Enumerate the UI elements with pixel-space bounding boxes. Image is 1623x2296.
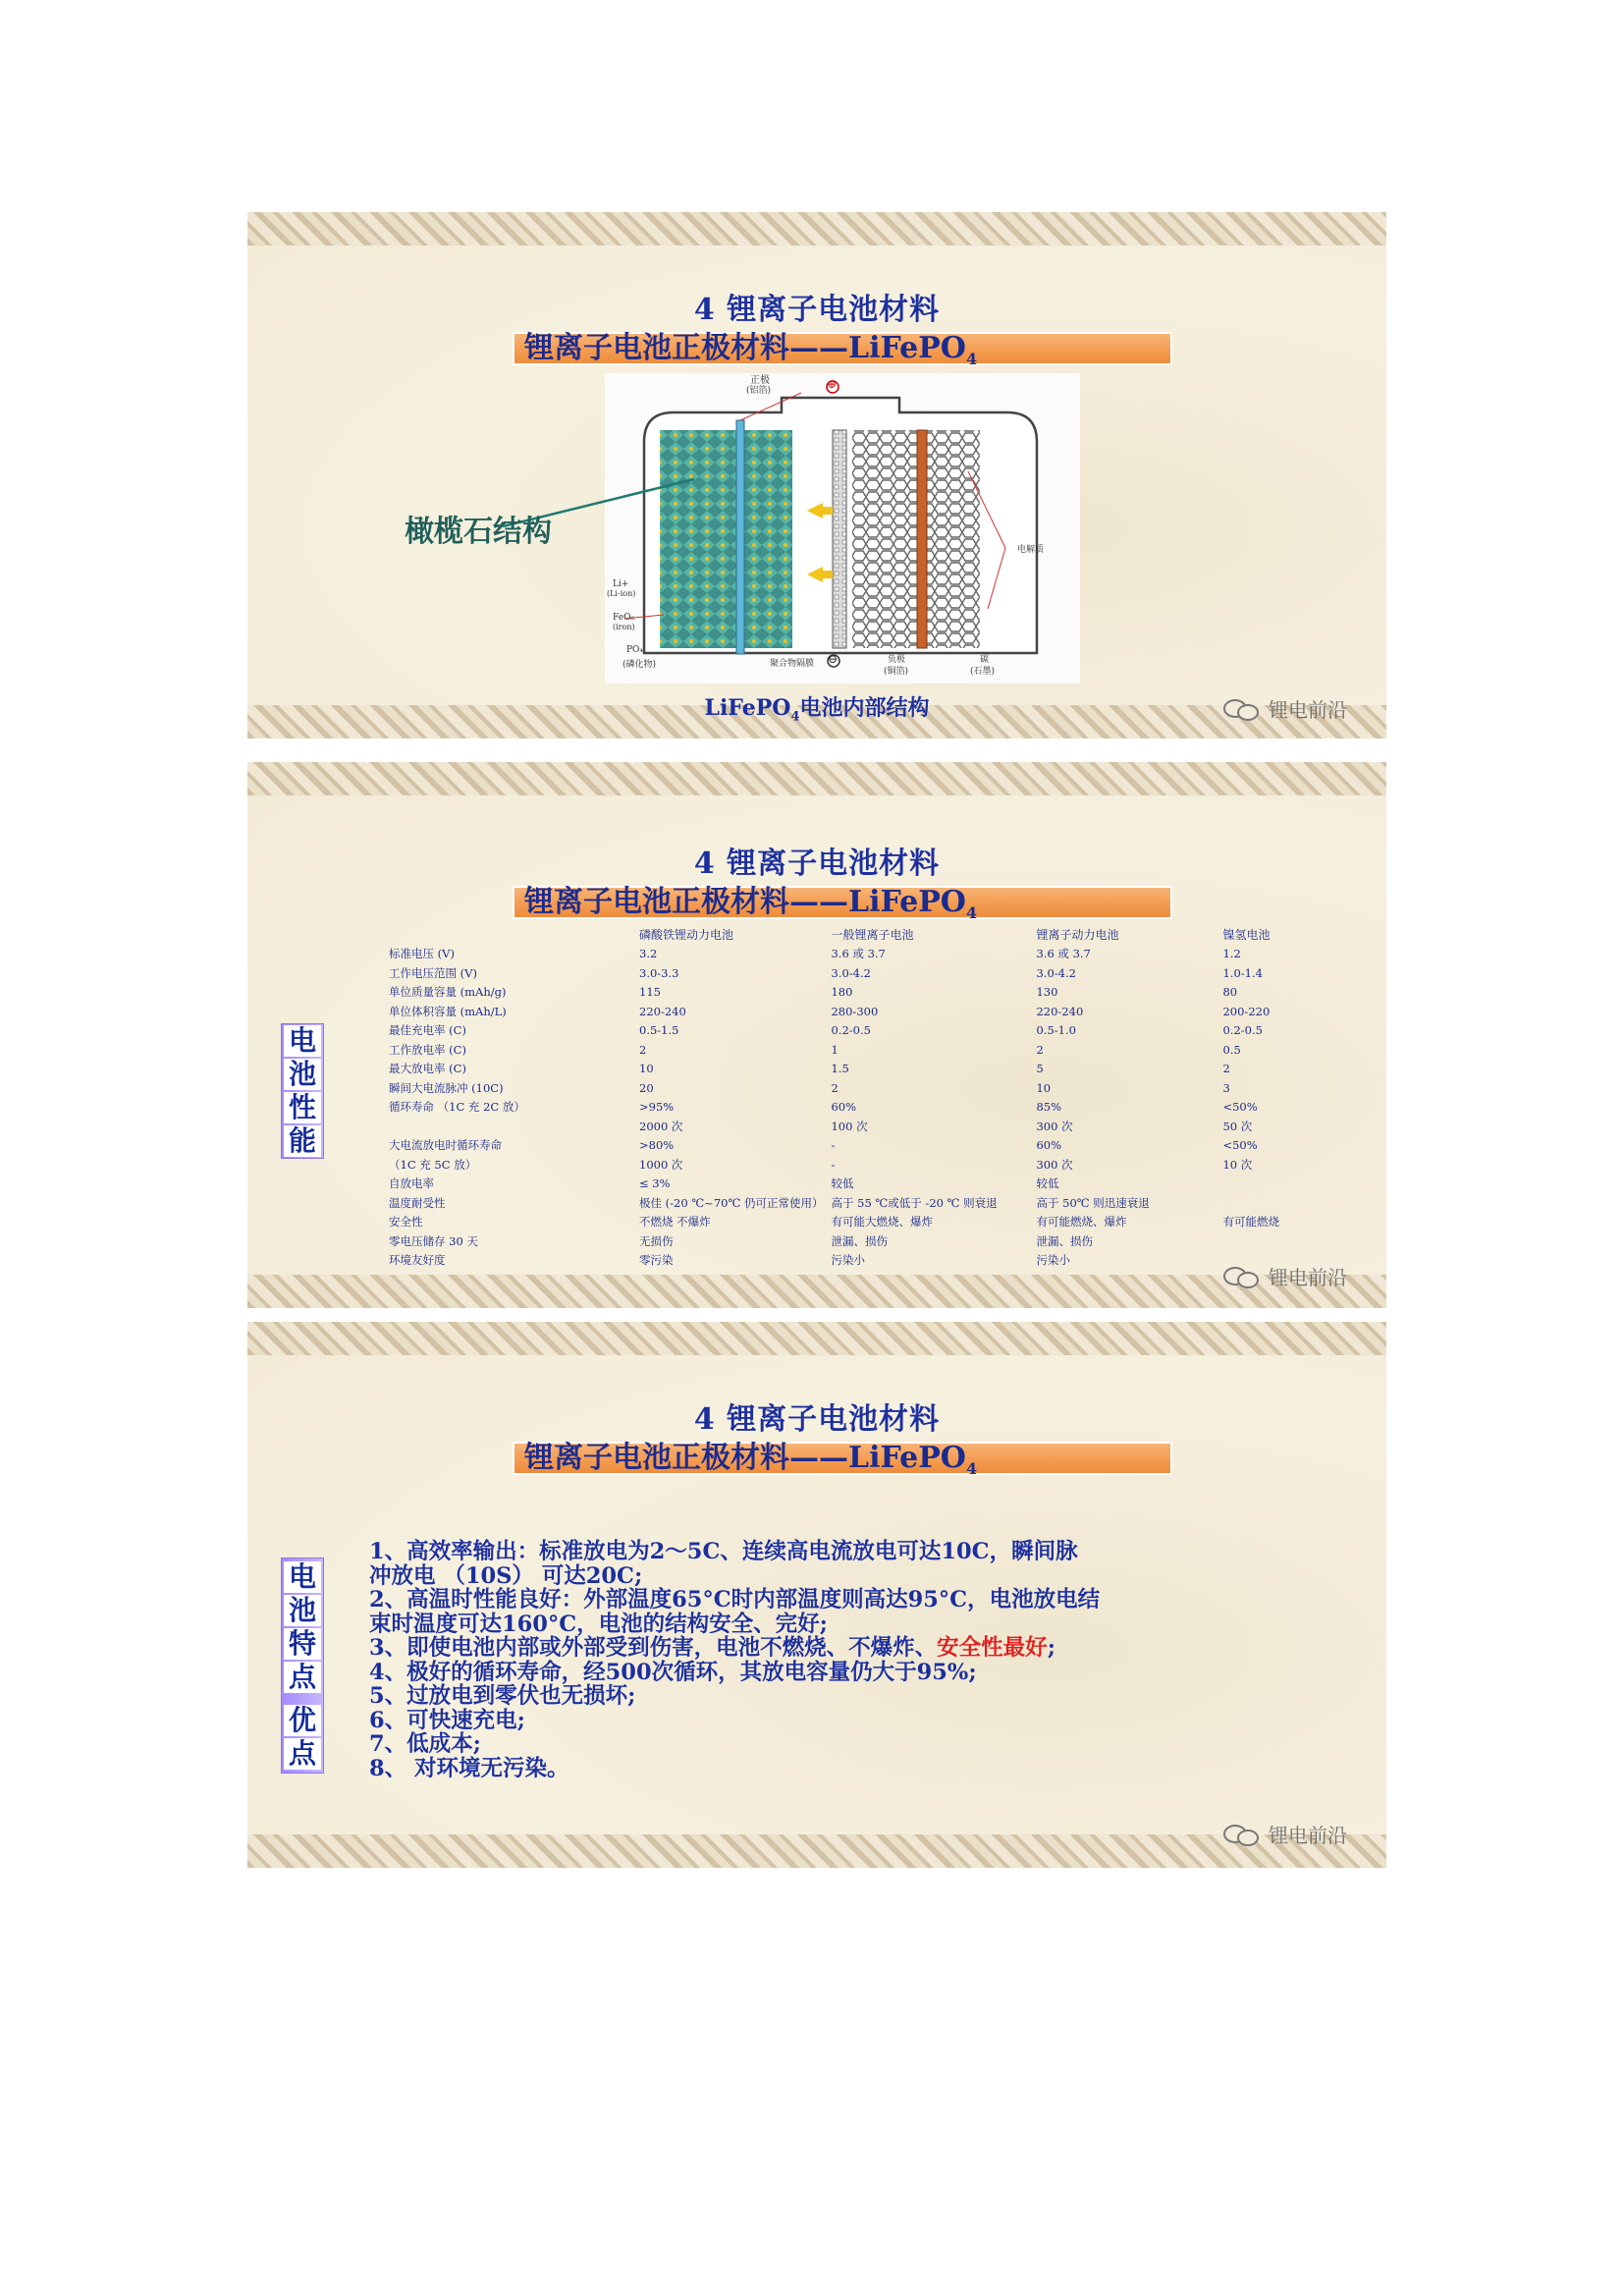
feature-point [369, 1588, 1361, 1613]
table-cell: 较低 [1036, 1176, 1059, 1191]
subtitle-prefix: 锂离子电池正极材料——LiFePO [524, 885, 966, 919]
feature-point-text: 4、极好的循环寿命，经500次循环，其放电容量仍大于95%; [369, 1659, 977, 1685]
sidebar-char: 优 [284, 1705, 321, 1736]
table-cell: 3.6 或 3.7 [1036, 947, 1091, 961]
table-cell: 2000 次 [639, 1119, 683, 1133]
feature-point-tail: ; [1047, 1635, 1055, 1661]
sidebar-char: 能 [284, 1125, 321, 1157]
feature-point-text: 5、过放电到零伏也无损坏; [369, 1683, 636, 1709]
subtitle-bar [513, 331, 1172, 368]
table-cell: 零电压储存 30 天 [389, 1233, 478, 1248]
sidebar-char: 电 [284, 1561, 321, 1593]
subtitle-subscript: 4 [965, 350, 978, 368]
table-cell: 10 [639, 1062, 654, 1076]
label-electrolyte: 电解质 [1017, 545, 1045, 555]
table-cell: - [831, 1157, 836, 1172]
table-cell: 2 [1036, 1042, 1044, 1057]
table-cell: 1.5 [831, 1062, 849, 1076]
table-cell: 3.0-4.2 [1036, 965, 1076, 980]
label-po: PO₄ [626, 645, 644, 655]
sidebar-char: 点 [284, 1662, 321, 1693]
feature-point [369, 1732, 1361, 1757]
table-cell: 3.2 [639, 947, 658, 961]
table-cell: 有可能大燃烧、爆炸 [831, 1215, 933, 1230]
slide-3 [247, 1322, 1386, 1868]
label-po-2: (磷化物) [622, 660, 657, 670]
table-cell: 0.5-1.0 [1036, 1023, 1076, 1038]
feature-point [369, 1540, 1361, 1564]
table-cell: ≤ 3% [639, 1176, 671, 1191]
caption-prefix: LiFePO [704, 695, 791, 721]
label-separator: 聚合物隔膜 [770, 659, 815, 669]
table-row [385, 1040, 1305, 1060]
table-cell: 280-300 [831, 1004, 879, 1018]
watermark [1223, 1820, 1347, 1848]
table-cell: 安全性 [389, 1215, 423, 1230]
sidebar-char [284, 1695, 321, 1703]
feature-point-text: 1、高效率输出：标准放电为2～5C、连续高电流放电可达10C，瞬间脉 [369, 1539, 1078, 1564]
table-row [385, 945, 1305, 964]
table-cell: 2 [639, 1042, 647, 1057]
wechat-icon [1223, 697, 1263, 721]
table-cell: 20 [639, 1080, 654, 1095]
table-cell [1218, 1231, 1305, 1251]
table-cell: - [831, 1138, 836, 1153]
table-header-cell: 锂离子动力电池 [1036, 928, 1119, 943]
table-cell: 零污染 [639, 1253, 674, 1268]
caption-subscript: 4 [790, 709, 800, 725]
table-header-cell: 一般锂离子电池 [831, 928, 914, 943]
feature-point-highlight: 安全性最好 [937, 1635, 1048, 1661]
table-cell: 2 [1222, 1062, 1230, 1076]
table-cell: 单位体积容量 (mAh/L) [389, 1004, 507, 1018]
performance-table-body [385, 925, 1305, 1270]
table-cell: 300 次 [1036, 1157, 1073, 1172]
table-cell: 200-220 [1222, 1004, 1271, 1018]
table-cell: 100 次 [831, 1119, 868, 1133]
minus-icon: ⊖ [828, 652, 839, 666]
table-cell: 1.2 [1222, 947, 1241, 961]
table-row [385, 1117, 1305, 1136]
watermark [1223, 1262, 1347, 1290]
olivine-structure-label: 橄榄石结构 [405, 515, 552, 549]
sidebar-label [281, 1558, 324, 1774]
table-cell: 无损伤 [639, 1233, 674, 1248]
table-cell: 3 [1222, 1080, 1230, 1095]
feature-point [369, 1636, 1361, 1661]
feature-point [369, 1684, 1361, 1709]
subtitle-prefix: 锂离子电池正极材料——LiFePO [524, 331, 966, 365]
table-cell: 0.5 [1222, 1042, 1241, 1057]
table-row [385, 1078, 1305, 1098]
sidebar-char: 电 [284, 1025, 321, 1057]
slide-1 [247, 212, 1386, 738]
table-cell: 220-240 [1036, 1004, 1084, 1018]
slide-heading: 4 锂离子电池材料 [693, 1402, 941, 1437]
table-cell: 高于 50℃ 则迅速衰退 [1036, 1195, 1150, 1210]
table-row [385, 1231, 1305, 1251]
table-cell: 3.0-4.2 [831, 965, 871, 980]
feature-point [369, 1661, 1361, 1685]
caption-suffix: 电池内部结构 [799, 695, 930, 721]
table-cell: >80% [639, 1138, 675, 1153]
feature-point-text: 8、 对环境无污染。 [369, 1755, 569, 1781]
table-cell: 3.0-3.3 [639, 965, 679, 980]
table-cell: 瞬间大电流脉冲 (10C) [389, 1080, 504, 1095]
table-header-row [385, 925, 1305, 945]
feature-point [369, 1709, 1361, 1733]
plus-icon: ⊕ [827, 377, 838, 391]
table-header-cell: 镍氢电池 [1222, 928, 1271, 943]
subtitle-text [524, 886, 977, 930]
wechat-icon [1223, 1265, 1263, 1288]
label-feo: FeO₆ [613, 613, 635, 623]
table-row [385, 1155, 1305, 1175]
table-cell: 最佳充电率 (C) [389, 1023, 466, 1038]
label-li-2: (Li-ion) [607, 589, 636, 598]
label-anode-2: (铜箔) [884, 667, 909, 677]
table-cell: 80 [1222, 985, 1238, 1000]
table-cell: 高于 55 ℃或低于 -20 ℃ 则衰退 [831, 1195, 998, 1210]
sidebar-char: 点 [284, 1738, 321, 1770]
table-row [385, 963, 1305, 983]
label-carbon: 碳 [980, 655, 990, 665]
table-row [385, 1251, 1305, 1271]
label-cathode-tab: 正极 [750, 375, 770, 386]
watermark-text: 锂电前沿 [1269, 1266, 1347, 1289]
table-cell: 50 次 [1222, 1119, 1253, 1133]
sidebar-label [281, 1023, 324, 1159]
table-cell: 3.6 或 3.7 [831, 947, 886, 961]
slide-heading: 4 锂离子电池材料 [693, 847, 941, 881]
table-row [385, 1136, 1305, 1156]
sidebar-char: 池 [284, 1595, 321, 1626]
table-cell: 单位质量容量 (mAh/g) [389, 985, 507, 1000]
table-cell: 泄漏、损伤 [1036, 1233, 1093, 1248]
table-cell: >95% [639, 1100, 675, 1115]
feature-point-text: 6、可快速充电; [369, 1707, 525, 1733]
decorative-band-top [247, 212, 1386, 246]
table-row [385, 1213, 1305, 1232]
table-row [385, 1175, 1305, 1194]
sidebar-char: 性 [284, 1092, 321, 1123]
subtitle-text [524, 332, 977, 376]
table-cell: 标准电压 (V) [389, 947, 455, 961]
table-cell: 85% [1036, 1100, 1062, 1115]
table-cell: 环境友好度 [389, 1253, 446, 1268]
table-cell: 污染小 [1036, 1253, 1070, 1268]
table-cell: 10 次 [1222, 1157, 1253, 1172]
subtitle-subscript: 4 [965, 903, 978, 922]
table-cell: 115 [639, 985, 661, 1000]
table-row [385, 1060, 1305, 1079]
label-carbon-2: (石墨) [970, 667, 996, 677]
feature-point-continuation: 冲放电 （10S） 可达20C; [369, 1562, 643, 1589]
slide-2 [247, 762, 1386, 1308]
table-cell: 2 [831, 1080, 839, 1095]
wechat-icon [1223, 1823, 1263, 1846]
subtitle-subscript: 4 [965, 1459, 978, 1478]
label-anode: 负极 [888, 655, 906, 665]
table-cell: 循环寿命 （1C 充 2C 放） [389, 1100, 525, 1115]
decorative-band-top [247, 1322, 1386, 1355]
table-cell [385, 1117, 635, 1136]
table-cell: 污染小 [831, 1253, 865, 1268]
table-row [385, 1193, 1305, 1213]
subtitle-bar [513, 1441, 1172, 1478]
sidebar-char: 特 [284, 1628, 321, 1660]
feature-point [369, 1757, 1361, 1781]
table-cell: 较低 [831, 1176, 854, 1191]
sidebar-char: 池 [284, 1059, 321, 1090]
decorative-band-bottom [247, 1834, 1386, 1868]
table-cell: 不燃烧 不爆炸 [639, 1215, 711, 1230]
subtitle-bar [513, 885, 1172, 922]
table-cell: 5 [1036, 1062, 1044, 1076]
table-cell: （1C 充 5C 放） [389, 1157, 477, 1172]
decorative-band-bottom [247, 1275, 1386, 1308]
table-cell: 工作放电率 (C) [389, 1042, 466, 1057]
table-cell: 0.2-0.5 [831, 1023, 871, 1038]
table-row [385, 1021, 1305, 1041]
table-cell: 180 [831, 985, 853, 1000]
table-row [385, 983, 1305, 1003]
subtitle-prefix: 锂离子电池正极材料——LiFePO [524, 1441, 966, 1475]
feature-point-text: 7、低成本; [369, 1731, 481, 1757]
decorative-band-top [247, 762, 1386, 795]
table-cell: 0.5-1.5 [639, 1023, 679, 1038]
table-cell: 0.2-0.5 [1222, 1023, 1263, 1038]
feature-point-text: 2、高温时性能良好：外部温度65°C时内部温度则高达95°C，电池放电结 [369, 1587, 1101, 1613]
table-cell: 工作电压范围 (V) [389, 965, 477, 980]
table-header-cell [385, 925, 635, 945]
table-cell: 10 [1036, 1080, 1052, 1095]
table-cell: 60% [1036, 1138, 1062, 1153]
label-li: Li+ [613, 579, 629, 589]
table-cell: 60% [831, 1100, 857, 1115]
table-cell: 130 [1036, 985, 1058, 1000]
table-cell: 温度耐受性 [389, 1195, 446, 1210]
table-cell: 1.0-1.4 [1222, 965, 1263, 980]
feature-points [369, 1540, 1361, 1780]
feature-point-continuation: 束时温度可达160°C，电池的结构安全、完好; [369, 1611, 828, 1637]
table-cell: 极佳 (-20 ℃~70℃ 仍可正常使用） [639, 1195, 824, 1210]
figure-caption [247, 691, 1386, 724]
table-cell: <50% [1222, 1100, 1258, 1115]
slide-heading: 4 锂离子电池材料 [693, 293, 941, 327]
table-row [385, 1098, 1305, 1118]
watermark-text: 锂电前沿 [1269, 698, 1347, 722]
label-cathode-tab-2: (铝箔) [746, 386, 772, 396]
table-cell: 泄漏、损伤 [831, 1233, 888, 1248]
table-cell: 有可能燃烧 [1222, 1215, 1279, 1230]
table-cell: 有可能燃烧、爆炸 [1036, 1215, 1127, 1230]
table-cell: 自放电率 [389, 1176, 434, 1191]
table-cell: 最大放电率 (C) [389, 1062, 466, 1076]
label-feo-2: (iron) [613, 623, 635, 631]
table-header-cell: 磷酸铁锂动力电池 [639, 928, 734, 943]
watermark-text: 锂电前沿 [1269, 1824, 1347, 1847]
performance-table [385, 925, 1305, 1270]
feature-point-text: 3、即使电池内部或外部受到伤害，电池不燃烧、不爆炸、 [369, 1635, 938, 1661]
table-row [385, 1002, 1305, 1021]
table-cell: 1000 次 [639, 1157, 683, 1172]
table-cell [1218, 1193, 1305, 1213]
table-cell [1218, 1175, 1305, 1194]
table-cell: <50% [1222, 1138, 1258, 1153]
table-cell: 300 次 [1036, 1119, 1073, 1133]
table-cell: 1 [831, 1042, 839, 1057]
watermark [1223, 694, 1347, 723]
table-cell: 大电流放电时循环寿命 [389, 1138, 502, 1153]
table-cell: 220-240 [639, 1004, 686, 1018]
subtitle-text [524, 1442, 977, 1486]
